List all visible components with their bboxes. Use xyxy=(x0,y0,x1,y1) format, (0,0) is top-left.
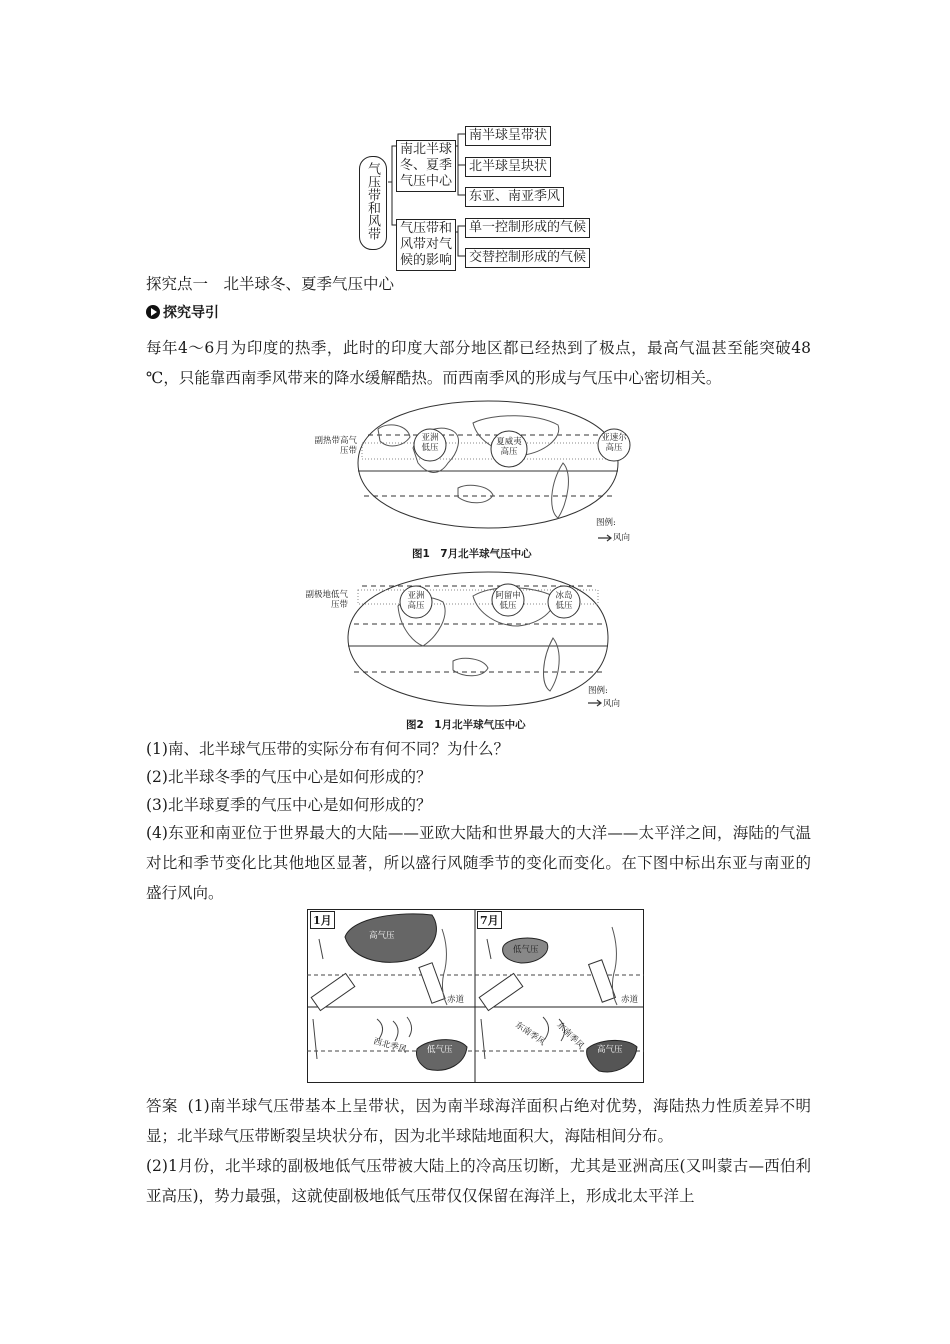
concept-leaf: 南半球呈带状 xyxy=(465,126,551,146)
guide-title: 探究导引 xyxy=(163,305,219,321)
concept-leaf: 北半球呈块状 xyxy=(465,157,551,177)
fig3-jan-low: 低气压 xyxy=(427,1045,453,1055)
question-2: (2)北半球冬季的气压中心是如何形成的？ xyxy=(146,768,432,786)
fig2-legend-item: 风向 xyxy=(603,699,621,709)
fig2-center-label: 亚洲高压 xyxy=(407,591,425,611)
fig3-jul-high: 高气压 xyxy=(597,1045,623,1055)
fig3-jul-wind: 东南季风 xyxy=(554,1020,586,1052)
fig3-jan-month: 1月 xyxy=(310,911,335,929)
section-heading: 探究点一 北半球冬、夏季气压中心 xyxy=(146,275,395,293)
fig1-center-label: 夏威夷高压 xyxy=(496,437,522,457)
fig2-center-label: 冰岛低压 xyxy=(555,591,573,611)
fig3-jul-low: 低气压 xyxy=(513,945,539,955)
figure-3 xyxy=(307,909,644,1083)
concept-root-text: 气压带和风带 xyxy=(365,162,380,240)
figure-1 xyxy=(314,393,658,563)
fig2-legend-title: 图例: xyxy=(588,686,608,696)
question-1: (1)南、北半球气压带的实际分布有何不同？为什么？ xyxy=(146,740,509,758)
fig2-side-label: 副极地低气压带 xyxy=(305,590,348,610)
fig1-legend-title: 图例: xyxy=(596,518,616,528)
fig3-jan-wind: 西北季风 xyxy=(372,1036,408,1056)
fig1-center-label: 亚洲低压 xyxy=(421,433,439,453)
fig2-caption: 图2 1月北半球气压中心 xyxy=(406,719,526,731)
question-4: (4)东亚和南亚位于世界最大的大陆——亚欧大陆和世界最大的大洋——太平洋之间，海陆的气温对比和季节变化比其他地区显著，所以盛行风随季节的变化而变化。在下图中标出东亚与南亚的盛行风向。 xyxy=(146,824,811,902)
fig1-side-label: 副热带高气压带 xyxy=(314,436,357,456)
fig1-caption: 图1 7月北半球气压中心 xyxy=(412,548,532,560)
concept-map xyxy=(355,122,605,268)
question-3: (3)北半球夏季的气压中心是如何形成的？ xyxy=(146,796,432,814)
fig3-jul-wind: 东南季风 xyxy=(513,1020,547,1048)
fig3-jul-equator: 赤道 xyxy=(621,995,639,1005)
answer-2: (2)1月份，北半球的副极地低气压带被大陆上的冷高压切断，尤其是亚洲高压(又叫蒙古—西伯利亚高压)，势力最强，这就使副极地低气压带仅仅保留在海洋上，形成北太平洋上 xyxy=(146,1157,811,1205)
intro-paragraph: 每年4～6月为印度的热季，此时的印度大部分地区都已经热到了极点，最高气温甚至能突破48 ℃，只能靠西南季风带来的降水缓解酷热。而西南季风的形成与气压中心密切相关。 xyxy=(146,339,811,387)
answer-label: 答案 xyxy=(146,1097,178,1115)
answer-1: (1)南半球气压带基本上呈带状，因为南半球海洋面积占绝对优势，海陆热力性质差异不明显；北半球气压带断裂呈块状分布，因为北半球陆地面积大，海陆相间分布。 xyxy=(146,1097,811,1145)
monsoon-maps xyxy=(307,909,644,1083)
guide-heading xyxy=(146,302,219,322)
concept-branch-2: 气压带和风带对气候的影响 xyxy=(396,219,456,271)
play-circle-icon xyxy=(146,305,160,319)
concept-leaf: 交替控制形成的气候 xyxy=(465,248,590,268)
fig1-legend-item: 风向 xyxy=(613,533,631,543)
figure-2 xyxy=(305,566,658,716)
fig2-center-label: 阿留申低压 xyxy=(495,591,521,611)
concept-leaf: 单一控制形成的气候 xyxy=(465,218,590,238)
fig1-center-label: 亚速尔高压 xyxy=(601,433,627,453)
world-map-july xyxy=(318,393,658,563)
fig3-jan-high: 高气压 xyxy=(369,931,395,941)
fig3-jan-equator: 赤道 xyxy=(447,995,465,1005)
answer-block xyxy=(146,1091,811,1151)
fig3-jul-month: 7月 xyxy=(477,911,502,929)
concept-leaf: 东亚、南亚季风 xyxy=(465,187,564,207)
concept-branch-1: 南北半球冬、夏季气压中心 xyxy=(396,140,456,192)
